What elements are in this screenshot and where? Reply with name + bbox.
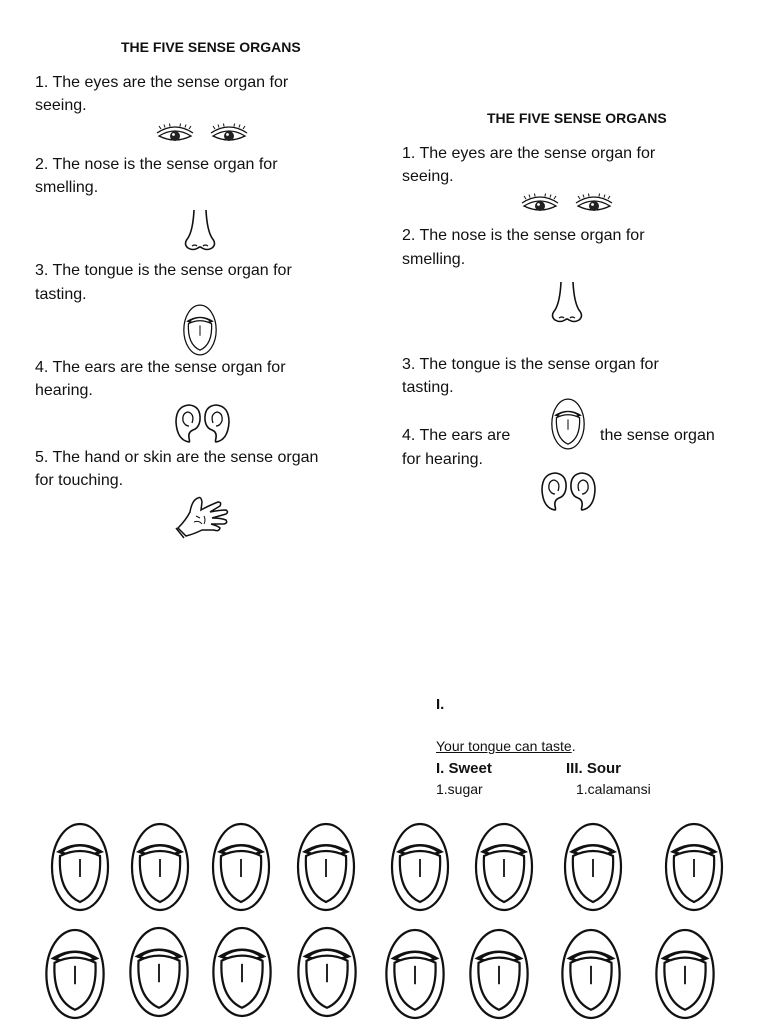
- left-item-3-line2: tasting.: [35, 286, 87, 303]
- right-item-3-line2: tasting.: [402, 379, 454, 396]
- left-item-5-line2: for touching.: [35, 472, 124, 489]
- right-item-2-line1: 2. The nose is the sense organ for: [402, 227, 645, 244]
- mouth-tongue-icon: [388, 822, 452, 912]
- right-item-4-line1b: the sense organ: [600, 427, 715, 444]
- ears-icon: [538, 468, 600, 514]
- taste-heading-punct: .: [571, 738, 576, 754]
- left-item-4-line2: hearing.: [35, 382, 93, 399]
- mouth-tongue-icon: [48, 822, 112, 912]
- right-item-3-line1: 3. The tongue is the sense organ for: [402, 356, 659, 373]
- left-title: THE FIVE SENSE ORGANS: [121, 39, 301, 55]
- left-item-1-line1: 1. The eyes are the sense organ for: [35, 74, 289, 91]
- left-item-2-line2: smelling.: [35, 179, 99, 196]
- right-item-4-line1a: 4. The ears are: [402, 427, 511, 444]
- mouth-tongue-icon: [382, 928, 448, 1020]
- mouth-tongue-icon: [466, 928, 532, 1020]
- right-item-2-line2: smelling.: [402, 251, 466, 268]
- mouth-tongue-icon: [128, 822, 192, 912]
- eyes-icon: [153, 120, 253, 146]
- sour-heading: III. Sour: [566, 760, 622, 777]
- right-title: THE FIVE SENSE ORGANS: [487, 110, 667, 126]
- mouth-tongue-icon: [294, 926, 360, 1018]
- nose-icon: [180, 208, 220, 254]
- sweet-heading: I. Sweet: [436, 760, 492, 777]
- mouth-tongue-icon: [472, 822, 536, 912]
- left-item-4-line1: 4. The ears are the sense organ for: [35, 359, 286, 376]
- nose-icon: [547, 280, 587, 326]
- taste-roman-numeral: I.: [436, 696, 445, 713]
- mouth-tongue-icon: [558, 928, 624, 1020]
- taste-heading: [436, 735, 576, 758]
- mouth-tongue-icon: [209, 822, 273, 912]
- mouth-tongue-icon: [42, 928, 108, 1020]
- left-item-3-line1: 3. The tongue is the sense organ for: [35, 262, 292, 279]
- mouth-tongue-icon: [126, 926, 192, 1018]
- eyes-icon: [518, 190, 618, 216]
- hand-icon: [174, 492, 234, 542]
- right-item-1-line2: seeing.: [402, 168, 454, 185]
- mouth-tongue-icon: [209, 926, 275, 1018]
- taste-heading-text: Your tongue can taste: [436, 738, 572, 754]
- sour-item-1: 1.calamansi: [576, 781, 651, 797]
- left-item-5-line1: 5. The hand or skin are the sense organ: [35, 449, 319, 466]
- right-item-4-line2: for hearing.: [402, 451, 483, 468]
- sweet-item-1: 1.sugar: [436, 781, 483, 797]
- right-item-1-line1: 1. The eyes are the sense organ for: [402, 145, 656, 162]
- ears-icon: [172, 400, 234, 446]
- mouth-tongue-icon: [652, 928, 718, 1020]
- tongue-icon: [180, 304, 220, 356]
- left-item-2-line1: 2. The nose is the sense organ for: [35, 156, 278, 173]
- mouth-tongue-icon: [561, 822, 625, 912]
- tongue-icon: [548, 398, 588, 450]
- left-item-1-line2: seeing.: [35, 97, 87, 114]
- mouth-tongue-icon: [662, 822, 726, 912]
- mouth-tongue-icon: [294, 822, 358, 912]
